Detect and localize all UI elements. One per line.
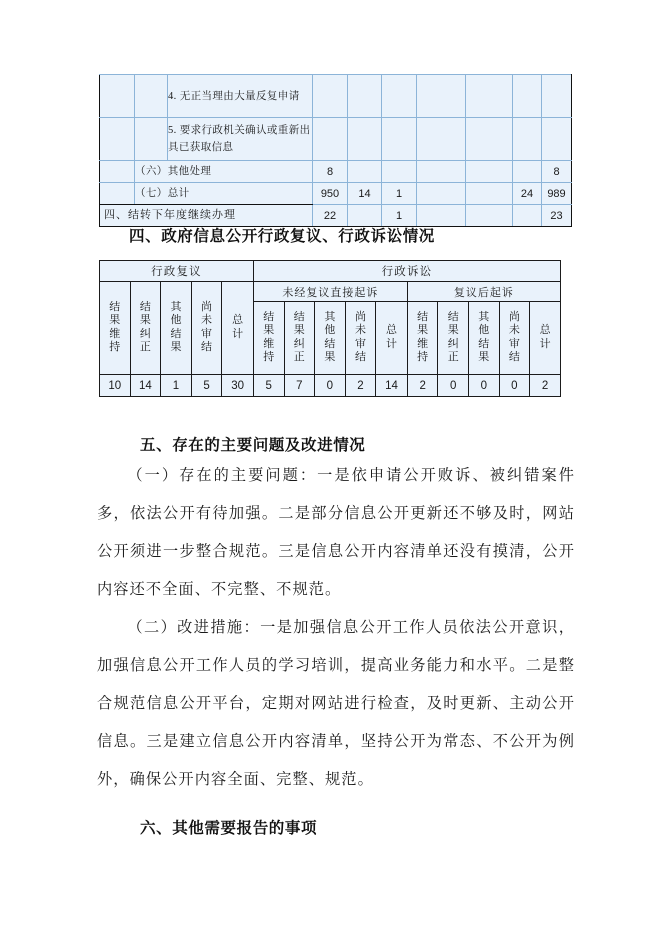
cell-value xyxy=(382,118,417,161)
row-label: （六）其他处理 xyxy=(135,161,313,183)
cell-value xyxy=(542,75,572,118)
table-row xyxy=(100,75,572,118)
cell-value: 0 xyxy=(469,375,500,397)
col-header-post-result-corrected: 结果纠正 xyxy=(438,302,469,375)
heading-section-5: 五、存在的主要问题及改进情况 xyxy=(140,437,366,454)
sub-header-direct-litigation: 未经复议直接起诉 xyxy=(253,282,407,302)
cell-spacer-col1 xyxy=(100,161,135,183)
cell-value xyxy=(466,161,513,183)
review-litigation-table xyxy=(99,260,561,397)
table-header-row-subgroups xyxy=(100,282,561,302)
col-header-post-pending: 尚未审结 xyxy=(499,302,530,375)
sub-header-post-review-litigation: 复议后起诉 xyxy=(407,282,560,302)
cell-value xyxy=(466,183,513,205)
cell-value xyxy=(313,118,348,161)
cell-value xyxy=(542,118,572,161)
cell-value: 8 xyxy=(313,161,348,183)
col-header-review-total: 总计 xyxy=(222,282,254,375)
col-header-post-other-result: 其他结果 xyxy=(469,302,500,375)
col-header-direct-other-result: 其他结果 xyxy=(315,302,346,375)
col-header-review-pending: 尚未审结 xyxy=(191,282,222,375)
cell-spacer-col1 xyxy=(100,183,135,205)
cell-value xyxy=(348,75,382,118)
cell-value xyxy=(382,75,417,118)
cell-value: 0 xyxy=(315,375,346,397)
cell-value: 10 xyxy=(100,375,131,397)
table-复议诉讼情况 xyxy=(99,260,561,397)
col-header-direct-pending: 尚未审结 xyxy=(345,302,376,375)
row-label: 四、结转下年度继续办理 xyxy=(100,205,313,227)
table-header-row-groups xyxy=(100,261,561,282)
cell-value xyxy=(513,118,542,161)
cell-value: 0 xyxy=(438,375,469,397)
col-header-direct-result-corrected: 结果纠正 xyxy=(284,302,315,375)
cell-value: 1 xyxy=(382,183,417,205)
col-header-review-other-result: 其他结果 xyxy=(161,282,192,375)
cell-value: 14 xyxy=(376,375,408,397)
cell-value: 8 xyxy=(542,161,572,183)
col-header-direct-total: 总计 xyxy=(376,302,408,375)
table-data-row xyxy=(100,375,561,397)
cell-value: 14 xyxy=(130,375,161,397)
col-header-review-result-corrected: 结果纠正 xyxy=(130,282,161,375)
cell-value xyxy=(513,161,542,183)
cell-value: 14 xyxy=(348,183,382,205)
col-header-post-result-upheld: 结果维持 xyxy=(407,302,438,375)
cell-spacer-col2 xyxy=(135,75,168,118)
cell-value: 5 xyxy=(191,375,222,397)
col-header-direct-result-upheld: 结果维持 xyxy=(253,302,284,375)
table-row xyxy=(100,183,572,205)
group-header-administrative-litigation: 行政诉讼 xyxy=(253,261,560,282)
cell-value: 2 xyxy=(530,375,561,397)
col-header-review-result-upheld: 结果维持 xyxy=(100,282,131,375)
cell-value: 5 xyxy=(253,375,284,397)
paragraph-improvement-measures: （二）改进措施：一是加强信息公开工作人员依法公开意识，加强信息公开工作人员的学习培训，提高业务能力和水平。二是整合规范信息公开平台，定期对网站进行检查，及时更新、主动公开信息。三是建立信息公开内容清单，坚持公开为常态、不公开为例外，确保公开内容全面、完整、规范。 xyxy=(97,619,575,788)
cell-value: 1 xyxy=(382,205,417,227)
cell-value: 24 xyxy=(513,183,542,205)
cell-value xyxy=(513,205,542,227)
table-row xyxy=(100,118,572,161)
cell-value: 0 xyxy=(499,375,530,397)
table-申请办理情况-continuation xyxy=(99,74,571,227)
cell-value xyxy=(466,75,513,118)
cell-value: 1 xyxy=(161,375,192,397)
cell-value: 989 xyxy=(542,183,572,205)
heading-section-4: 四、政府信息公开行政复议、行政诉讼情况 xyxy=(129,228,435,245)
continuation-table xyxy=(99,74,572,227)
cell-value xyxy=(417,118,466,161)
group-header-administrative-review: 行政复议 xyxy=(100,261,254,282)
heading-section-6: 六、其他需要报告的事项 xyxy=(140,820,318,837)
cell-value: 950 xyxy=(313,183,348,205)
cell-value xyxy=(417,161,466,183)
cell-value: 7 xyxy=(284,375,315,397)
row-label: （七）总计 xyxy=(135,183,313,205)
cell-spacer-col2 xyxy=(135,118,168,161)
cell-value: 2 xyxy=(345,375,376,397)
cell-value xyxy=(513,75,542,118)
row-label: 5. 要求行政机关确认或重新出具已获取信息 xyxy=(168,118,313,161)
cell-value: 30 xyxy=(222,375,254,397)
cell-value xyxy=(348,118,382,161)
cell-value xyxy=(466,205,513,227)
cell-value xyxy=(313,75,348,118)
cell-spacer-col1 xyxy=(100,118,135,161)
cell-value: 22 xyxy=(313,205,348,227)
cell-value xyxy=(348,161,382,183)
cell-value: 23 xyxy=(542,205,572,227)
cell-spacer-col1 xyxy=(100,75,135,118)
cell-value xyxy=(417,183,466,205)
col-header-post-total: 总计 xyxy=(530,302,561,375)
cell-value: 2 xyxy=(407,375,438,397)
table-row xyxy=(100,161,572,183)
row-label: 4. 无正当理由大量反复申请 xyxy=(168,75,313,118)
cell-value xyxy=(417,75,466,118)
paragraph-main-problems: （一）存在的主要问题：一是依申请公开败诉、被纠错案件多，依法公开有待加强。二是部分信息公开更新还不够及时，网站公开须进一步整合规范。三是信息公开内容清单还没有摸清，公开内容还不全面、不完整、不规范。 xyxy=(97,467,575,598)
cell-value xyxy=(382,161,417,183)
cell-value xyxy=(466,118,513,161)
